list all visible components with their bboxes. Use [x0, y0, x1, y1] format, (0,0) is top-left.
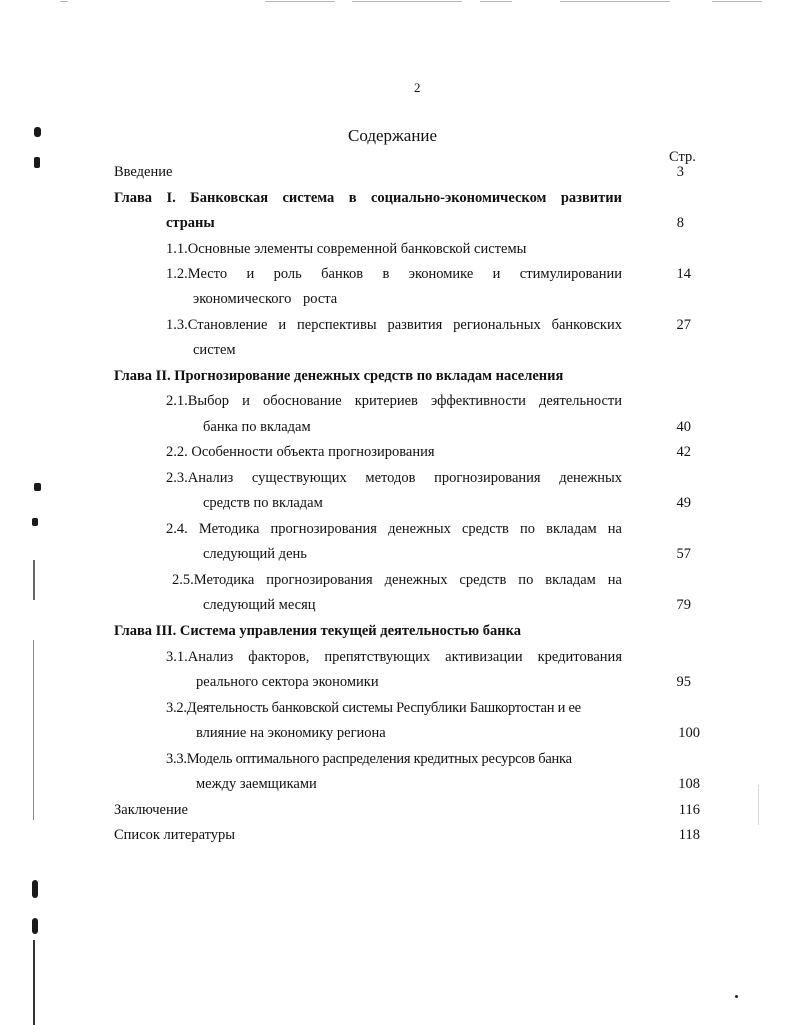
toc-section-cont: реального сектора экономики [196, 674, 379, 690]
toc-section-cont: систем [193, 342, 236, 358]
scan-artifact [34, 157, 40, 168]
toc-section: 2.2. Особенности объекта прогнозирования [166, 444, 435, 460]
toc-page: 100 [678, 725, 700, 741]
scan-artifact [34, 127, 41, 137]
toc-section: 2.5.Методика прогнозирования денежных средств по вкладам на [172, 572, 622, 588]
toc-section-cont: средств по вкладам [203, 495, 323, 511]
scan-artifact [34, 483, 41, 491]
scan-artifact [33, 940, 35, 1025]
scan-artifact [712, 1, 762, 2]
toc-chapter-heading-cont: страны [166, 215, 215, 231]
toc-page: 3 [676, 164, 684, 180]
toc-page: 49 [676, 495, 691, 511]
toc-page: 8 [676, 215, 684, 231]
toc-page: 108 [678, 776, 700, 792]
toc-section: 3.3.Модель оптимального распределения кредитных ресурсов банка [166, 751, 572, 767]
toc-page: 57 [676, 546, 691, 562]
toc-page: 118 [678, 827, 700, 843]
toc-section-cont: экономического роста [193, 291, 338, 307]
toc-page: 40 [676, 419, 691, 435]
toc-section: 3.2.Деятельность банковской системы Республики Башкортостан и ее [166, 700, 581, 716]
scan-artifact [32, 918, 38, 934]
scan-artifact [265, 1, 335, 2]
toc-section-cont: влияние на экономику региона [196, 725, 386, 741]
scan-artifact [60, 1, 68, 2]
toc-chapter-heading: Глава III. Система управления текущей деятельностью банка [114, 623, 522, 639]
toc-page: 116 [678, 802, 700, 818]
toc-section: 1.1.Основные элементы современной банковской системы [166, 241, 527, 257]
page-title: Содержание [348, 126, 438, 145]
scan-artifact [33, 640, 34, 820]
toc-page: 95 [676, 674, 691, 690]
page-column-header: Стр. [669, 149, 696, 165]
toc-chapter-heading: Глава II. Прогнозирование денежных средств по вкладам населения [114, 368, 564, 384]
toc-section-cont: банка по вкладам [203, 419, 311, 435]
toc-section-cont: следующий день [203, 546, 307, 562]
toc-entry-conclusion: Заключение [114, 802, 188, 818]
toc-entry-bibliography: Список литературы [114, 827, 236, 843]
toc-entry-introduction: Введение [114, 164, 173, 180]
scan-artifact [735, 995, 738, 998]
toc-page: 42 [676, 444, 691, 460]
toc-section: 1.2.Место и роль банков в экономике и стимулировании [166, 266, 622, 282]
scan-artifact [33, 560, 35, 600]
scan-artifact [480, 1, 512, 2]
page-number: 2 [414, 80, 421, 95]
toc-section-cont: следующий месяц [203, 597, 316, 613]
toc-page: 79 [676, 597, 691, 613]
toc-section: 2.3.Анализ существующих методов прогнозирования денежных [166, 470, 622, 486]
toc-page: 27 [676, 317, 691, 333]
toc-section: 2.1.Выбор и обоснование критериев эффективности деятельности [166, 393, 622, 409]
scan-artifact [32, 880, 38, 898]
toc-section-cont: между заемщиками [196, 776, 317, 792]
toc-section: 2.4. Методика прогнозирования денежных средств по вкладам на [166, 521, 622, 537]
scan-artifact [352, 1, 462, 2]
toc-chapter-heading: Глава I. Банковская система в социально-экономическом развитии [114, 190, 622, 206]
scan-artifact [560, 1, 670, 2]
toc-section: 1.3.Становление и перспективы развития региональных банковских [166, 317, 622, 333]
scan-artifact [758, 785, 759, 825]
scan-artifact [32, 518, 38, 526]
toc-section: 3.1.Анализ факторов, препятствующих активизации кредитования [166, 649, 622, 665]
toc-page: 14 [676, 266, 691, 282]
